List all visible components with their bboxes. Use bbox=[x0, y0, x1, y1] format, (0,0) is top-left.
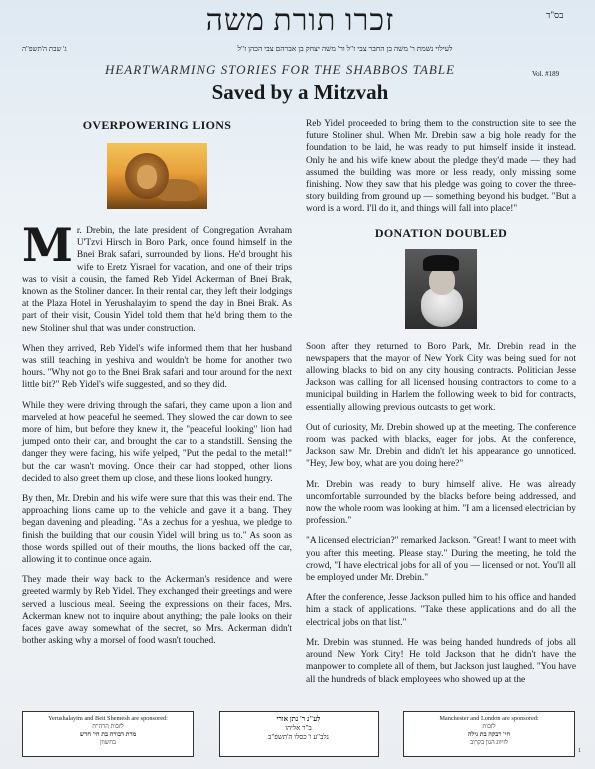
page-number: 1 bbox=[578, 748, 581, 754]
series-title: HEARTWARMING STORIES FOR THE SHABBOS TABLE bbox=[104, 62, 456, 77]
paragraph bbox=[22, 218, 292, 335]
dropcap-letter: M bbox=[22, 218, 73, 272]
memorial-line: לע"נ ר' נתן אורי bbox=[276, 715, 321, 723]
paragraph: After the conference, Jesse Jackson pulled him to his office and handed him a stack of applications. "Take these applications and do all the electrical jobs on that list." bbox=[306, 593, 576, 628]
paragraph: Soon after they returned to Boro Park, Mr. Drebin read in the newspapers that the mayor of New York City was being sued for not allowing blacks to bid on any city housing contracts. Politician Jesse Jackson was calling for all licensed housing contractors to come to a municipal building in Harlem the following week to bid for contracts, essentially allowing previous outcasts to get work. bbox=[306, 341, 576, 413]
sponsor-footer bbox=[22, 711, 575, 757]
paragraph: Mr. Drebin was stunned. He was being handed hundreds of jobs all around New York City! He told Jackson that he didn't have the manpower to complete all of them, but Jackson just laughed. "You have all the hundreds of black employees who showed up at the bbox=[306, 637, 576, 685]
memorial-line: נלב"ע ו' כסלו ה'תשפ"ב bbox=[268, 733, 329, 741]
hebrew-date: ג' שבת ה'תשפ"ה bbox=[22, 45, 67, 53]
sponsor-line: בחשוון bbox=[99, 739, 117, 746]
sponsor-title: Yerushalayim and Beit Shemesh are sponsored: bbox=[48, 715, 168, 722]
bsd-mark: בס"ד bbox=[546, 10, 564, 20]
memorial-line: ב"ר אליהו bbox=[285, 724, 312, 732]
sponsor-box-middle bbox=[219, 711, 379, 757]
sponsor-line: לזכות bbox=[482, 723, 496, 730]
hebrew-dedication: לעילוי נשמת ר' משה בן החבר צבי ז"ל ור' משה יצחק בן אברהם צבי הכהן ז"ל bbox=[237, 44, 453, 53]
paragraph: "A licensed electrician?" remarked Jackson. "Great! I want to meet with you after this meeting. Please stay." During the meeting, he told the crowd, "I have electrical jobs for all of you — licensed or not. You'll all be employed under Mr. Drebin." bbox=[306, 536, 576, 584]
paragraph: By then, Mr. Drebin and his wife were sure that this was their end. The approaching lions came up to the vehicle and gave it a bang. They began davening and pleading. "As a zechus for a yeshua, we pledge to finish the building that our cousin Yidel will bring us to." As soon as those words spilled out of their mouths, the lions backed off the car, allowing it to continue once again. bbox=[22, 494, 292, 566]
hebrew-masthead-title: זכרו תורת משה bbox=[205, 4, 395, 37]
section-heading-lions: OVERPOWERING LIONS bbox=[82, 118, 232, 132]
volume-number: Vol. #189 bbox=[532, 70, 560, 78]
paragraph: While they were driving through the safari, they came upon a lion and marveled at how peaceful he seemed. They slowed the car down to see more of him, but before they knew it, the "peaceful looking" lion had jumped onto their car, and brought the car to a standstill. Sensing the danger they were facing, his wife yelped, "Put the pedal to the metal!" but the car wasn't moving. Once their car had stopped, other lions decided to also greet them up close, and these lions looked hungry. bbox=[22, 400, 292, 484]
paragraph: When they arrived, Reb Yidel's wife informed them that her husband was still teaching in yeshiva and wouldn't be home for another two hours. "Why not go to the Bnei Brak safari and tour around for the next little bit?" Reb Yidel's wife suggested, and so they did. bbox=[22, 343, 292, 391]
section-heading-donation: DONATION DOUBLED bbox=[374, 225, 508, 240]
lion-photo-icon bbox=[107, 143, 207, 209]
paragraph-text: r. Drebin, the late president of Congregation Avraham U'Tzvi Hirsch in Boro Park, once found himself in the Bnei Brak safari, surrounded by lions. He'd brought his wife to Eretz Yisrael for vacation, and one of their trips was to visit a cousin, the famed Reb Yidel Ackerman of Bnei Brak, known as the Stoliner dancer. In their rental car, they left their lodgings at the Plaza Hotel in Yerushalayim to spend the day in Bnei Brak. As part of their visit, Cousin Yidel told them that he'd bring them to the new Stoliner shul that was under construction. bbox=[22, 226, 292, 334]
paragraph: They made their way back to the Ackerman's residence and were greeted warmly by Reb Yidel. They exchanged their greetings and were served a luscious meal. Seeing the expressions on their faces, Mrs. Ackerman knew not to inquire about anything; the pale looks on their faces gave away somewhat of the secret, so Mrs. Ackerman didn't bother asking why a morsel of food wasn't touched. bbox=[22, 575, 292, 647]
sponsor-line: חי' רבקה בת גילה bbox=[467, 731, 511, 738]
article-title: Saved by a Mitzvah bbox=[211, 80, 389, 104]
sponsor-line: לזכות הרה"ח bbox=[92, 723, 124, 730]
paragraph: Out of curiosity, Mr. Drebin showed up at the meeting. The conference room was packed with blacks, eager for jobs. At the conference, Jackson saw Mr. Drebin and didn't let his appearance go unnoticed. "Hey, Jew boy, what are you doing here?" bbox=[306, 422, 576, 470]
left-column bbox=[22, 118, 292, 648]
paragraph: Reb Yidel proceeded to bring them to the construction site to see the future Stoliner shul. When Mr. Drebin saw a big hole ready for the foundation to be laid, he was ready to put himself inside it instead. Only he and his wife knew about the pledge they'd made — they had assumed the building was more or less ready, only missing some finishing. Now they saw that his pledge was going to cover the three-story building from ground up — something beyond his budget. "But a word is a word. I'll do it, and things will fall into place!" bbox=[306, 119, 576, 215]
right-column bbox=[306, 118, 576, 686]
sponsor-line: לזיווג הגון בקרוב bbox=[470, 739, 508, 746]
rabbi-portrait-icon bbox=[405, 249, 477, 329]
sponsor-line: מרת דבורה בת חי' חדש bbox=[79, 731, 137, 738]
paragraph: Mr. Drebin was ready to bury himself alive. He was already uncomfortable surrounded by the blacks before being addressed, and now the whole room was looking at him. "I am a licensed electrician by profession." bbox=[306, 479, 576, 527]
sponsor-box-left bbox=[22, 711, 194, 757]
sponsor-title: Manchester and London are sponsored: bbox=[439, 715, 539, 722]
sponsor-box-right bbox=[403, 711, 575, 757]
